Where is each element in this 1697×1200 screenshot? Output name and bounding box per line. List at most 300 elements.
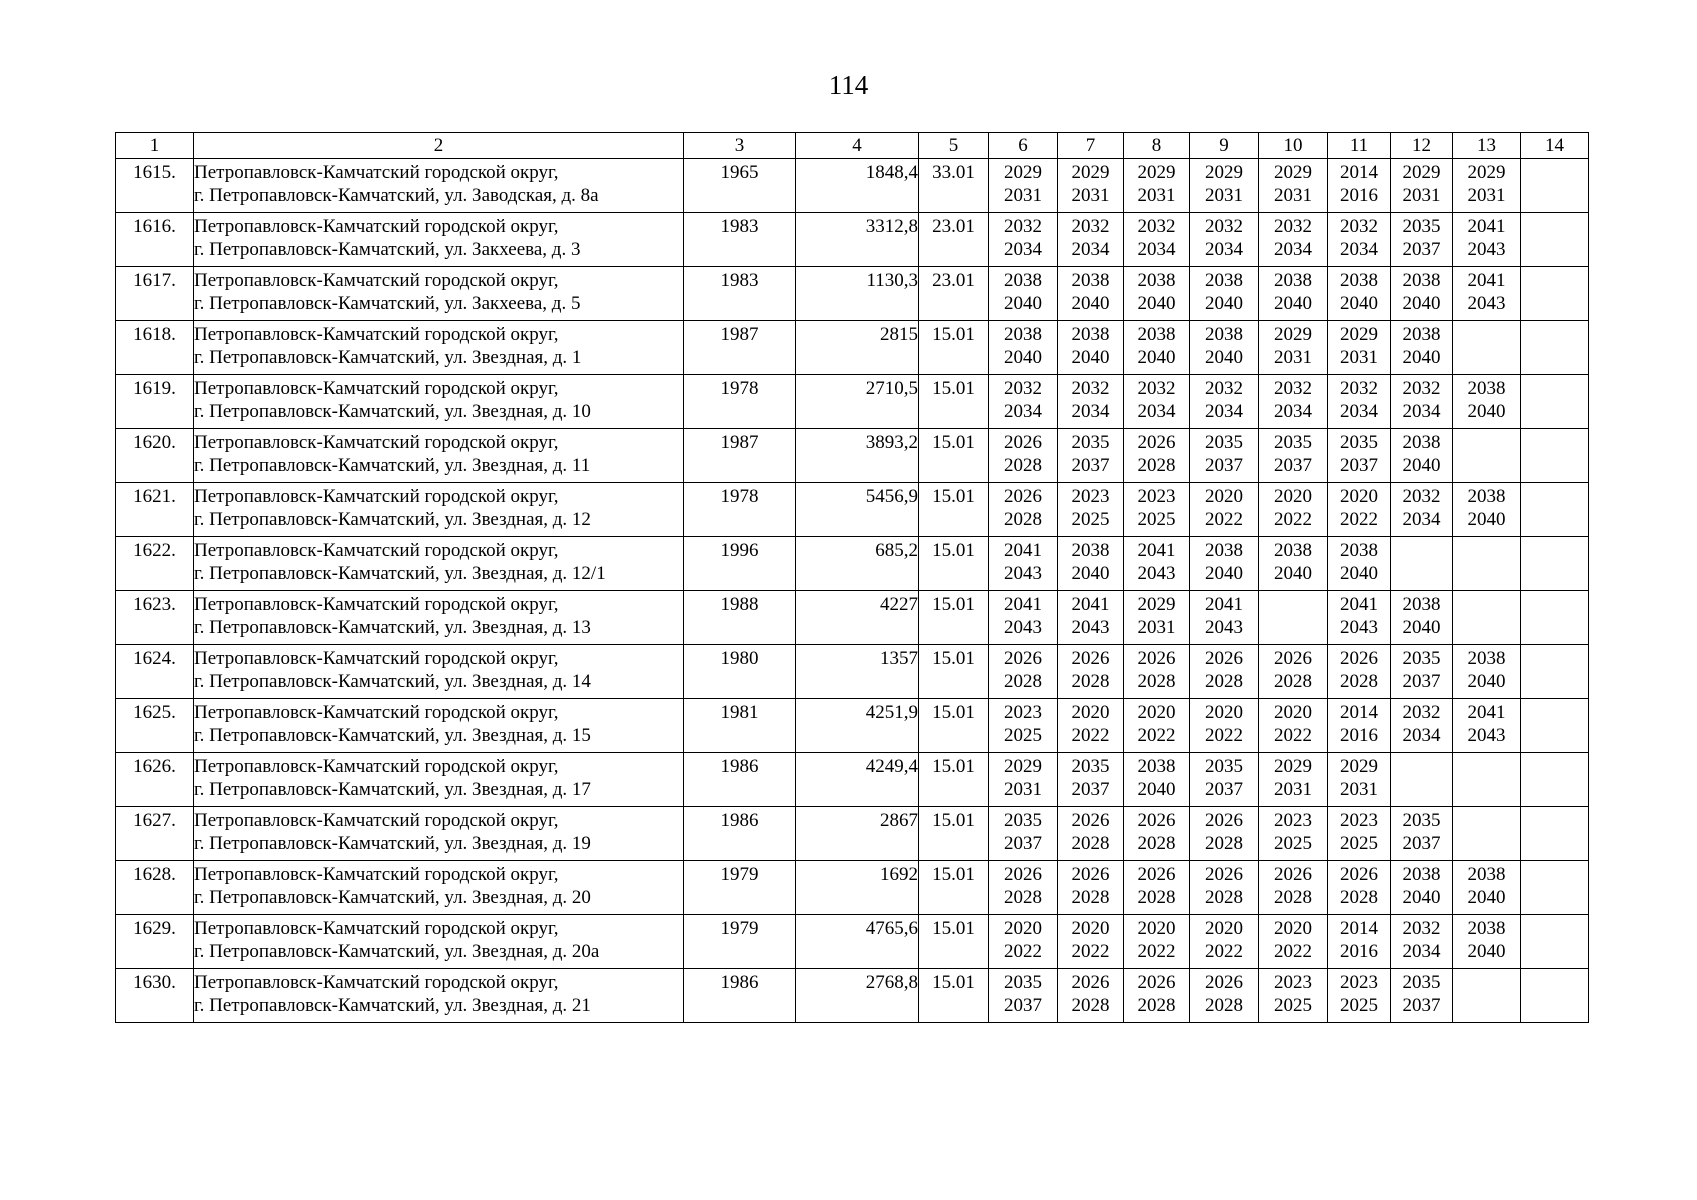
period-end-year: 2022 [1137, 725, 1176, 746]
address-cell [194, 807, 684, 861]
period-cell-col-14 [1521, 483, 1589, 537]
period-end-year: 2040 [1004, 347, 1042, 368]
period-start-year: 2023 [1274, 810, 1312, 831]
period-end-year: 2034 [1004, 401, 1042, 422]
floor-area: 1692 [796, 861, 919, 915]
build-year: 1986 [684, 807, 796, 861]
code: 15.01 [919, 375, 989, 429]
address-cell [194, 645, 684, 699]
period-start-year: 2041 [1467, 702, 1506, 723]
address-street: г. Петропавловск-Камчатский, ул. Звездная, д. 12 [194, 509, 591, 530]
period-end-year: 2034 [1071, 401, 1110, 422]
code: 15.01 [919, 591, 989, 645]
floor-area: 4249,4 [796, 753, 919, 807]
period-end-year: 2031 [1004, 185, 1042, 206]
floor-area: 1130,3 [796, 267, 919, 321]
period-end-year: 2040 [1467, 509, 1506, 530]
period-end-year: 2034 [1071, 239, 1110, 260]
table-row [116, 213, 1589, 267]
period-cell-col-9 [1190, 753, 1259, 807]
period-cell-col-9 [1190, 429, 1259, 483]
period-cell-col-7 [1058, 699, 1124, 753]
address-cell [194, 213, 684, 267]
period-cell-col-7 [1058, 645, 1124, 699]
period-end-year: 2028 [1205, 887, 1243, 908]
period-start-year: 2035 [1402, 972, 1441, 993]
period-cell-col-11 [1328, 159, 1391, 213]
period-end-year: 2040 [1137, 779, 1176, 800]
table-row [116, 915, 1589, 969]
period-cell-col-13 [1453, 375, 1521, 429]
period-cell-col-6 [989, 267, 1058, 321]
period-end-year: 2040 [1467, 941, 1506, 962]
column-header-2: 2 [194, 133, 684, 159]
period-start-year: 2026 [1004, 486, 1042, 507]
period-cell-col-10 [1259, 159, 1328, 213]
period-cell-col-8 [1124, 375, 1190, 429]
period-end-year: 2040 [1402, 347, 1441, 368]
period-cell-col-12 [1391, 807, 1453, 861]
period-cell-col-6 [989, 645, 1058, 699]
period-start-year: 2041 [1004, 594, 1042, 615]
period-cell-col-6 [989, 321, 1058, 375]
period-start-year: 2029 [1137, 162, 1176, 183]
period-cell-col-7 [1058, 321, 1124, 375]
period-start-year: 2029 [1274, 324, 1312, 345]
period-end-year: 2034 [1137, 401, 1176, 422]
period-start-year: 2029 [1467, 162, 1506, 183]
period-cell-col-14 [1521, 159, 1589, 213]
period-end-year: 2028 [1137, 887, 1176, 908]
address-street: г. Петропавловск-Камчатский, ул. Звездная, д. 1 [194, 347, 582, 368]
code: 15.01 [919, 699, 989, 753]
period-cell-col-10 [1259, 915, 1328, 969]
period-cell-col-11 [1328, 699, 1391, 753]
period-cell-col-14 [1521, 267, 1589, 321]
period-end-year: 2034 [1137, 239, 1176, 260]
period-end-year: 2028 [1004, 887, 1042, 908]
period-cell-col-7 [1058, 375, 1124, 429]
period-cell-col-10 [1259, 699, 1328, 753]
table-row [116, 807, 1589, 861]
period-end-year: 2037 [1071, 779, 1110, 800]
period-cell-col-9 [1190, 969, 1259, 1023]
code: 33.01 [919, 159, 989, 213]
period-cell-col-13 [1453, 969, 1521, 1023]
period-cell-col-9 [1190, 537, 1259, 591]
period-end-year: 2034 [1340, 239, 1378, 260]
period-end-year: 2043 [1205, 617, 1243, 638]
period-end-year: 2034 [1402, 509, 1441, 530]
period-cell-col-8 [1124, 861, 1190, 915]
period-start-year: 2041 [1004, 540, 1042, 561]
period-start-year: 2020 [1274, 702, 1312, 723]
period-cell-col-14 [1521, 375, 1589, 429]
row-number: 1629. [116, 915, 194, 969]
row-number: 1630. [116, 969, 194, 1023]
period-end-year: 2031 [1274, 347, 1312, 368]
period-start-year: 2041 [1340, 594, 1378, 615]
period-cell-col-7 [1058, 969, 1124, 1023]
period-end-year: 2028 [1137, 455, 1176, 476]
period-start-year: 2032 [1274, 216, 1312, 237]
period-cell-col-10 [1259, 267, 1328, 321]
period-cell-col-8 [1124, 915, 1190, 969]
period-cell-col-7 [1058, 591, 1124, 645]
period-end-year: 2040 [1274, 563, 1312, 584]
period-end-year: 2025 [1340, 833, 1378, 854]
address-cell [194, 375, 684, 429]
floor-area: 3312,8 [796, 213, 919, 267]
period-start-year: 2023 [1340, 972, 1378, 993]
period-cell-col-13 [1453, 159, 1521, 213]
address-district: Петропавловск-Камчатский городской округ, [194, 756, 559, 777]
period-end-year: 2037 [1402, 239, 1441, 260]
period-cell-col-12 [1391, 915, 1453, 969]
period-end-year: 2043 [1004, 563, 1042, 584]
address-street: г. Петропавловск-Камчатский, ул. Звездная, д. 11 [194, 455, 591, 476]
period-start-year: 2014 [1340, 918, 1378, 939]
row-number: 1619. [116, 375, 194, 429]
floor-area: 2710,5 [796, 375, 919, 429]
build-year: 1978 [684, 375, 796, 429]
period-start-year: 2032 [1071, 216, 1110, 237]
period-cell-col-7 [1058, 429, 1124, 483]
address-street: г. Петропавловск-Камчатский, ул. Звездная, д. 12/1 [194, 563, 606, 584]
period-cell-col-8 [1124, 537, 1190, 591]
address-district: Петропавловск-Камчатский городской округ, [194, 216, 559, 237]
row-number: 1616. [116, 213, 194, 267]
column-header-6: 6 [989, 133, 1058, 159]
period-start-year: 2023 [1071, 486, 1110, 507]
period-start-year: 2038 [1467, 864, 1506, 885]
period-end-year: 2031 [1205, 185, 1243, 206]
row-number: 1617. [116, 267, 194, 321]
period-cell-col-7 [1058, 159, 1124, 213]
column-number-header-row [116, 133, 1589, 159]
period-cell-col-12 [1391, 861, 1453, 915]
address-cell [194, 915, 684, 969]
period-end-year: 2040 [1137, 293, 1176, 314]
period-cell-col-9 [1190, 375, 1259, 429]
row-number: 1624. [116, 645, 194, 699]
period-end-year: 2034 [1205, 239, 1243, 260]
period-cell-col-14 [1521, 861, 1589, 915]
row-number: 1627. [116, 807, 194, 861]
period-cell-col-13 [1453, 483, 1521, 537]
period-start-year: 2029 [1402, 162, 1441, 183]
period-start-year: 2026 [1004, 648, 1042, 669]
build-year: 1979 [684, 861, 796, 915]
period-cell-col-6 [989, 969, 1058, 1023]
period-end-year: 2022 [1205, 941, 1243, 962]
period-end-year: 2016 [1340, 725, 1378, 746]
period-cell-col-14 [1521, 915, 1589, 969]
address-street: г. Петропавловск-Камчатский, ул. Звездная, д. 19 [194, 833, 591, 854]
period-cell-col-12 [1391, 645, 1453, 699]
address-street: г. Петропавловск-Камчатский, ул. Звездная, д. 10 [194, 401, 591, 422]
address-district: Петропавловск-Камчатский городской округ, [194, 648, 559, 669]
address-district: Петропавловск-Камчатский городской округ, [194, 378, 559, 399]
period-start-year: 2038 [1467, 648, 1506, 669]
build-year: 1981 [684, 699, 796, 753]
address-street: г. Петропавловск-Камчатский, ул. Звездная, д. 13 [194, 617, 591, 638]
period-cell-col-12 [1391, 267, 1453, 321]
period-start-year: 2035 [1402, 648, 1441, 669]
period-start-year: 2020 [1205, 702, 1243, 723]
period-cell-col-11 [1328, 915, 1391, 969]
address-cell [194, 969, 684, 1023]
period-cell-col-14 [1521, 645, 1589, 699]
period-end-year: 2040 [1402, 617, 1441, 638]
period-cell-col-12 [1391, 969, 1453, 1023]
period-end-year: 2031 [1071, 185, 1110, 206]
period-start-year: 2020 [1137, 918, 1176, 939]
period-start-year: 2038 [1402, 324, 1441, 345]
period-cell-col-11 [1328, 645, 1391, 699]
address-cell [194, 321, 684, 375]
period-cell-col-13 [1453, 861, 1521, 915]
period-start-year: 2020 [1004, 918, 1042, 939]
period-cell-col-6 [989, 861, 1058, 915]
period-cell-col-6 [989, 159, 1058, 213]
period-end-year: 2022 [1205, 725, 1243, 746]
table-row [116, 483, 1589, 537]
period-start-year: 2038 [1205, 270, 1243, 291]
period-start-year: 2032 [1340, 216, 1378, 237]
build-year: 1987 [684, 321, 796, 375]
code: 15.01 [919, 969, 989, 1023]
period-end-year: 2043 [1467, 725, 1506, 746]
period-end-year: 2040 [1340, 563, 1378, 584]
period-end-year: 2037 [1071, 455, 1110, 476]
period-start-year: 2032 [1071, 378, 1110, 399]
period-cell-col-14 [1521, 807, 1589, 861]
period-cell-col-12 [1391, 321, 1453, 375]
period-end-year: 2037 [1004, 995, 1042, 1016]
period-end-year: 2040 [1004, 293, 1042, 314]
period-cell-col-10 [1259, 429, 1328, 483]
period-start-year: 2032 [1004, 378, 1042, 399]
period-start-year: 2029 [1137, 594, 1176, 615]
period-end-year: 2040 [1205, 563, 1243, 584]
period-start-year: 2032 [1402, 378, 1441, 399]
period-cell-col-13 [1453, 591, 1521, 645]
period-end-year: 2028 [1004, 455, 1042, 476]
period-end-year: 2043 [1340, 617, 1378, 638]
period-end-year: 2040 [1467, 401, 1506, 422]
period-cell-col-8 [1124, 321, 1190, 375]
period-end-year: 2034 [1004, 239, 1042, 260]
period-end-year: 2028 [1205, 671, 1243, 692]
period-start-year: 2026 [1071, 972, 1110, 993]
period-end-year: 2037 [1402, 833, 1441, 854]
period-cell-col-7 [1058, 537, 1124, 591]
period-start-year: 2029 [1340, 756, 1378, 777]
code: 15.01 [919, 429, 989, 483]
period-start-year: 2032 [1205, 378, 1243, 399]
build-year: 1965 [684, 159, 796, 213]
period-end-year: 2037 [1004, 833, 1042, 854]
period-start-year: 2026 [1137, 864, 1176, 885]
period-end-year: 2022 [1137, 941, 1176, 962]
period-start-year: 2032 [1004, 216, 1042, 237]
build-year: 1996 [684, 537, 796, 591]
period-end-year: 2028 [1071, 995, 1110, 1016]
period-start-year: 2029 [1004, 162, 1042, 183]
column-header-12: 12 [1391, 133, 1453, 159]
period-cell-col-9 [1190, 807, 1259, 861]
period-start-year: 2026 [1071, 648, 1110, 669]
period-start-year: 2032 [1402, 486, 1441, 507]
period-start-year: 2035 [1071, 756, 1110, 777]
period-cell-col-12 [1391, 537, 1453, 591]
period-start-year: 2026 [1274, 864, 1312, 885]
period-start-year: 2020 [1274, 486, 1312, 507]
period-start-year: 2038 [1402, 864, 1441, 885]
period-start-year: 2035 [1004, 972, 1042, 993]
table-row [116, 537, 1589, 591]
period-start-year: 2038 [1071, 540, 1110, 561]
period-cell-col-10 [1259, 807, 1328, 861]
row-number: 1621. [116, 483, 194, 537]
period-cell-col-11 [1328, 483, 1391, 537]
build-year: 1979 [684, 915, 796, 969]
table-row [116, 699, 1589, 753]
period-start-year: 2032 [1137, 378, 1176, 399]
address-district: Петропавловск-Камчатский городской округ, [194, 864, 559, 885]
period-start-year: 2023 [1004, 702, 1042, 723]
period-end-year: 2040 [1137, 347, 1176, 368]
period-cell-col-12 [1391, 213, 1453, 267]
period-cell-col-8 [1124, 213, 1190, 267]
column-header-13: 13 [1453, 133, 1521, 159]
table-row [116, 267, 1589, 321]
period-cell-col-12 [1391, 483, 1453, 537]
address-cell [194, 537, 684, 591]
period-cell-col-6 [989, 429, 1058, 483]
period-end-year: 2028 [1071, 833, 1110, 854]
period-end-year: 2034 [1402, 401, 1441, 422]
address-street: г. Петропавловск-Камчатский, ул. Звездная, д. 20а [194, 941, 600, 962]
period-cell-col-8 [1124, 159, 1190, 213]
period-cell-col-11 [1328, 807, 1391, 861]
period-end-year: 2022 [1340, 509, 1378, 530]
page-number: 114 [828, 70, 869, 100]
period-end-year: 2037 [1205, 779, 1243, 800]
period-cell-col-9 [1190, 213, 1259, 267]
period-cell-col-10 [1259, 591, 1328, 645]
build-year: 1983 [684, 213, 796, 267]
period-cell-col-7 [1058, 753, 1124, 807]
period-end-year: 2043 [1004, 617, 1042, 638]
housing-register-table [115, 132, 1589, 1023]
address-district: Петропавловск-Камчатский городской округ, [194, 702, 559, 723]
row-number: 1615. [116, 159, 194, 213]
period-start-year: 2026 [1071, 810, 1110, 831]
period-end-year: 2031 [1004, 779, 1042, 800]
period-start-year: 2020 [1205, 918, 1243, 939]
code: 15.01 [919, 483, 989, 537]
period-cell-col-7 [1058, 861, 1124, 915]
period-end-year: 2037 [1402, 671, 1441, 692]
period-start-year: 2038 [1402, 432, 1441, 453]
period-cell-col-6 [989, 213, 1058, 267]
period-end-year: 2025 [1274, 833, 1312, 854]
period-cell-col-11 [1328, 267, 1391, 321]
period-start-year: 2026 [1137, 810, 1176, 831]
period-cell-col-11 [1328, 429, 1391, 483]
period-start-year: 2020 [1340, 486, 1378, 507]
period-end-year: 2037 [1402, 995, 1441, 1016]
period-cell-col-11 [1328, 375, 1391, 429]
table-row [116, 429, 1589, 483]
period-start-year: 2041 [1467, 270, 1506, 291]
period-start-year: 2038 [1340, 270, 1378, 291]
code: 15.01 [919, 537, 989, 591]
address-district: Петропавловск-Камчатский городской округ, [194, 540, 559, 561]
period-cell-col-6 [989, 537, 1058, 591]
period-start-year: 2038 [1205, 540, 1243, 561]
period-cell-col-8 [1124, 591, 1190, 645]
period-start-year: 2014 [1340, 702, 1378, 723]
period-end-year: 2043 [1137, 563, 1176, 584]
floor-area: 4227 [796, 591, 919, 645]
column-header-8: 8 [1124, 133, 1190, 159]
period-cell-col-9 [1190, 915, 1259, 969]
period-cell-col-11 [1328, 213, 1391, 267]
period-end-year: 2016 [1340, 941, 1378, 962]
period-cell-col-10 [1259, 537, 1328, 591]
column-header-1: 1 [116, 133, 194, 159]
period-end-year: 2040 [1402, 455, 1441, 476]
period-cell-col-6 [989, 483, 1058, 537]
code: 15.01 [919, 915, 989, 969]
period-end-year: 2040 [1402, 887, 1441, 908]
build-year: 1988 [684, 591, 796, 645]
period-end-year: 2034 [1340, 401, 1378, 422]
period-cell-col-6 [989, 699, 1058, 753]
period-cell-col-13 [1453, 699, 1521, 753]
period-cell-col-6 [989, 591, 1058, 645]
code: 15.01 [919, 753, 989, 807]
address-street: г. Петропавловск-Камчатский, ул. Заводская, д. 8а [194, 185, 599, 206]
period-cell-col-11 [1328, 537, 1391, 591]
period-cell-col-8 [1124, 645, 1190, 699]
period-cell-col-10 [1259, 375, 1328, 429]
address-street: г. Петропавловск-Камчатский, ул. Закхеева, д. 3 [194, 239, 581, 260]
period-cell-col-13 [1453, 807, 1521, 861]
period-cell-col-13 [1453, 267, 1521, 321]
period-end-year: 2031 [1137, 617, 1176, 638]
period-cell-col-11 [1328, 591, 1391, 645]
period-end-year: 2028 [1137, 833, 1176, 854]
period-start-year: 2038 [1274, 270, 1312, 291]
floor-area: 1848,4 [796, 159, 919, 213]
period-end-year: 2043 [1071, 617, 1110, 638]
row-number: 1618. [116, 321, 194, 375]
period-cell-col-10 [1259, 213, 1328, 267]
period-start-year: 2023 [1137, 486, 1176, 507]
address-district: Петропавловск-Камчатский городской округ, [194, 486, 559, 507]
period-start-year: 2038 [1071, 324, 1110, 345]
row-number: 1628. [116, 861, 194, 915]
period-end-year: 2022 [1274, 725, 1312, 746]
period-end-year: 2031 [1340, 347, 1378, 368]
address-cell [194, 699, 684, 753]
build-year: 1986 [684, 753, 796, 807]
period-cell-col-14 [1521, 591, 1589, 645]
